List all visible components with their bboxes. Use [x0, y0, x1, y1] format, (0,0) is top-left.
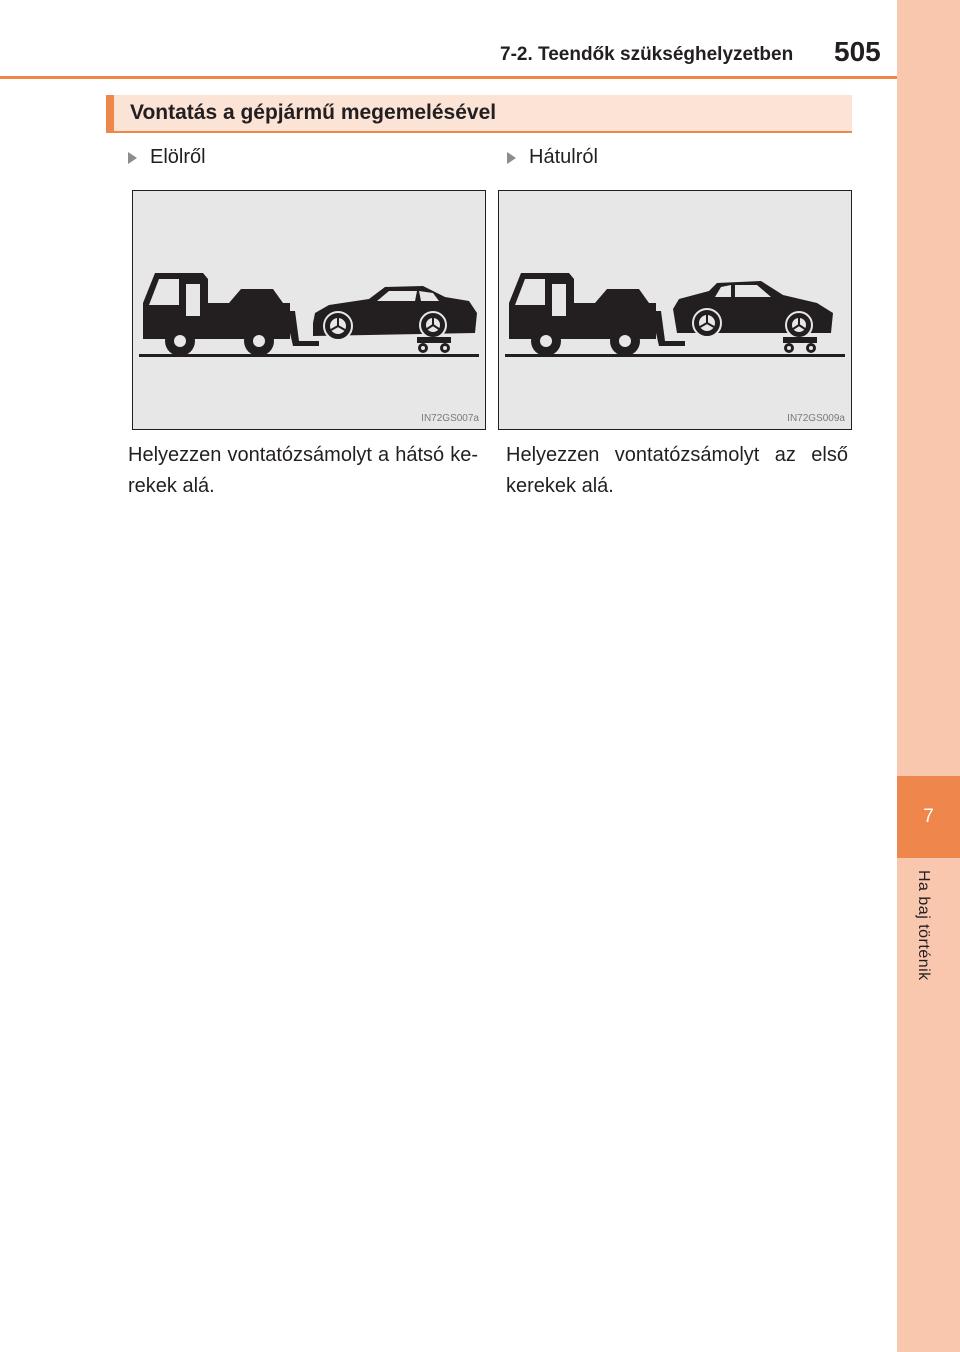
- tow-truck-front-illustration: [133, 191, 486, 430]
- column-heading-front: [128, 146, 206, 169]
- section-title: Vontatás a gépjármű megemelésével: [130, 101, 497, 124]
- triangle-bullet-icon: [507, 152, 516, 164]
- instruction-front: Helyezzen vontatózsámolyt a hátsó ke-rekek alá.: [128, 444, 478, 497]
- tow-figure-front: [132, 190, 486, 430]
- figure-code: IN72GS009a: [787, 413, 845, 424]
- figure-code: IN72GS007a: [421, 413, 479, 424]
- chapter-number-tab: [897, 776, 960, 858]
- chapter-sidebar: [897, 0, 960, 1352]
- instruction-rear: Helyezzen vontatózsámolyt az első kerekek alá.: [506, 444, 848, 497]
- triangle-bullet-icon: [128, 152, 137, 164]
- column-heading-front-label: Elölről: [150, 146, 206, 168]
- chapter-title: Ha baj történik: [915, 870, 932, 981]
- column-heading-rear-label: Hátulról: [529, 146, 598, 168]
- tow-truck-rear-illustration: [499, 191, 852, 430]
- header-divider: [0, 76, 897, 79]
- header-section-title: 7-2. Teendők szükséghelyzetben: [500, 44, 794, 65]
- section-heading-bar: [106, 95, 852, 133]
- column-heading-rear: [507, 146, 598, 169]
- tow-figure-rear: [498, 190, 852, 430]
- page-number: 505: [834, 36, 881, 67]
- chapter-number: 7: [923, 806, 934, 827]
